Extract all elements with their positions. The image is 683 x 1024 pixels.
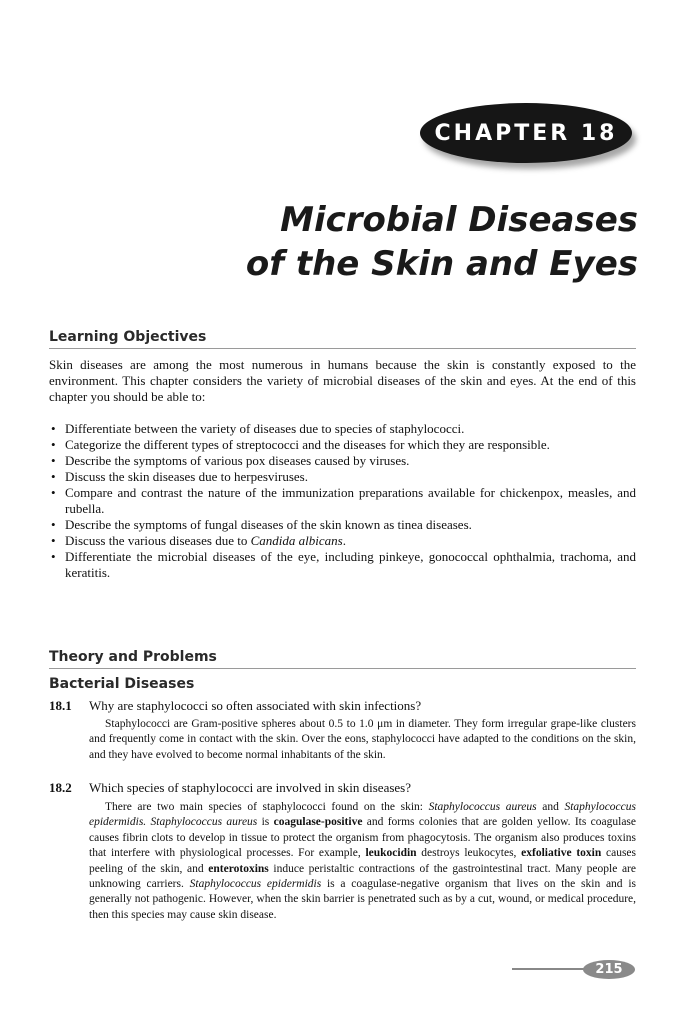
intro-paragraph: Skin diseases are among the most numerous in humans because the skin is constantly exposed to the environment. This chapter considers the variety of microbial diseases of the skin and eyes. At the end of this chapter you should be able to: <box>49 357 636 404</box>
objective-item: • Differentiate the microbial diseases of the eye, including pinkeye, gonococcal ophthalmia, trachoma, and keratitis. <box>49 549 636 581</box>
answer-text: destroys leukocytes, <box>416 847 522 860</box>
species-name: Staphylococcus epidermidis. <box>89 801 636 829</box>
answer-text: induce peristaltic contractions of the gastrointestinal tract. Many people are unknowing carriers. <box>89 862 636 891</box>
chapter-title-line-2: of the Skin and Eyes <box>245 244 638 284</box>
species-name: Staphylococcus aureus <box>428 801 537 813</box>
objective-item: • Describe the symptoms of various pox diseases caused by viruses. <box>49 453 636 469</box>
bacterial-diseases-heading: Bacterial Diseases <box>49 676 195 692</box>
question-text: Which species of staphylococci are involved in skin diseases? <box>89 780 412 795</box>
objective-item: • Differentiate between the variety of diseases due to species of staphylococci. <box>49 421 636 437</box>
answer-text: is a coagulase-negative organism that lives on the skin and is generally not pathogenic. However, when the skin barrier is penetrated such as by a cut, wound, or medical procedure, then this species may cause skin disease. <box>89 878 636 921</box>
chapter-badge <box>420 103 632 163</box>
species-name: Staphylococcus aureus <box>150 816 258 829</box>
learning-objectives-heading: Learning Objectives <box>49 329 636 349</box>
chapter-title-line-1: Microbial Diseases <box>280 200 638 240</box>
chapter-label: CHAPTER 18 <box>434 120 618 146</box>
question-18-1 <box>49 698 636 714</box>
answer-text: and <box>536 801 565 813</box>
species-name: Staphylococcus epidermidis <box>189 878 322 891</box>
question-text: Why are staphylococci so often associated with skin infections? <box>89 698 422 713</box>
page-number: 215 <box>583 960 635 979</box>
objective-item: • Compare and contrast the nature of the immunization preparations available for chickenpox, measles, and rubella. <box>49 485 636 517</box>
key-term: enterotoxins <box>208 862 269 875</box>
answer-text: and forms colonies that are golden yellow. Its coagulase causes fibrin clots to develop in tissue to protect the organism from phagocytosis. The organism also produces toxins that interfere with physiological processes. For example, <box>89 816 637 860</box>
answer-18-1: Staphylococci are Gram-positive spheres about 0.5 to 1.0 μm in diameter. They form irregular grape-like clusters and frequently come in contact with the skin. Over the eons, staphylococci have adapted to the conditions on the skin, and they have evolved to become normal inhabitants of the skin. <box>89 718 636 761</box>
page-number-rule <box>512 968 592 970</box>
species-name: Candida albicans <box>250 533 343 548</box>
question-number: 18.1 <box>49 698 72 713</box>
objective-item: • Discuss the various diseases due to Candida albicans. <box>49 533 636 549</box>
key-term: coagulase-positive <box>273 816 363 829</box>
key-term: exfoliative toxin <box>521 847 602 860</box>
answer-text: There are two main species of staphylococci found on the skin: <box>105 801 429 813</box>
question-18-2 <box>49 780 636 796</box>
theory-problems-heading: Theory and Problems <box>49 649 636 669</box>
answer-text: causes peeling of the skin, and <box>89 847 637 875</box>
objective-item: • Describe the symptoms of fungal diseases of the skin known as tinea diseases. <box>49 517 636 533</box>
answer-text: is <box>257 816 274 829</box>
answer-18-2 <box>89 800 636 923</box>
objective-item: • Discuss the skin diseases due to herpesviruses. <box>49 469 636 485</box>
key-term: leukocidin <box>365 847 417 860</box>
objective-item: • Categorize the different types of streptococci and the diseases for which they are responsible. <box>49 437 636 453</box>
question-number: 18.2 <box>49 780 72 795</box>
objectives-list <box>49 421 636 581</box>
chapter-title <box>246 198 638 286</box>
